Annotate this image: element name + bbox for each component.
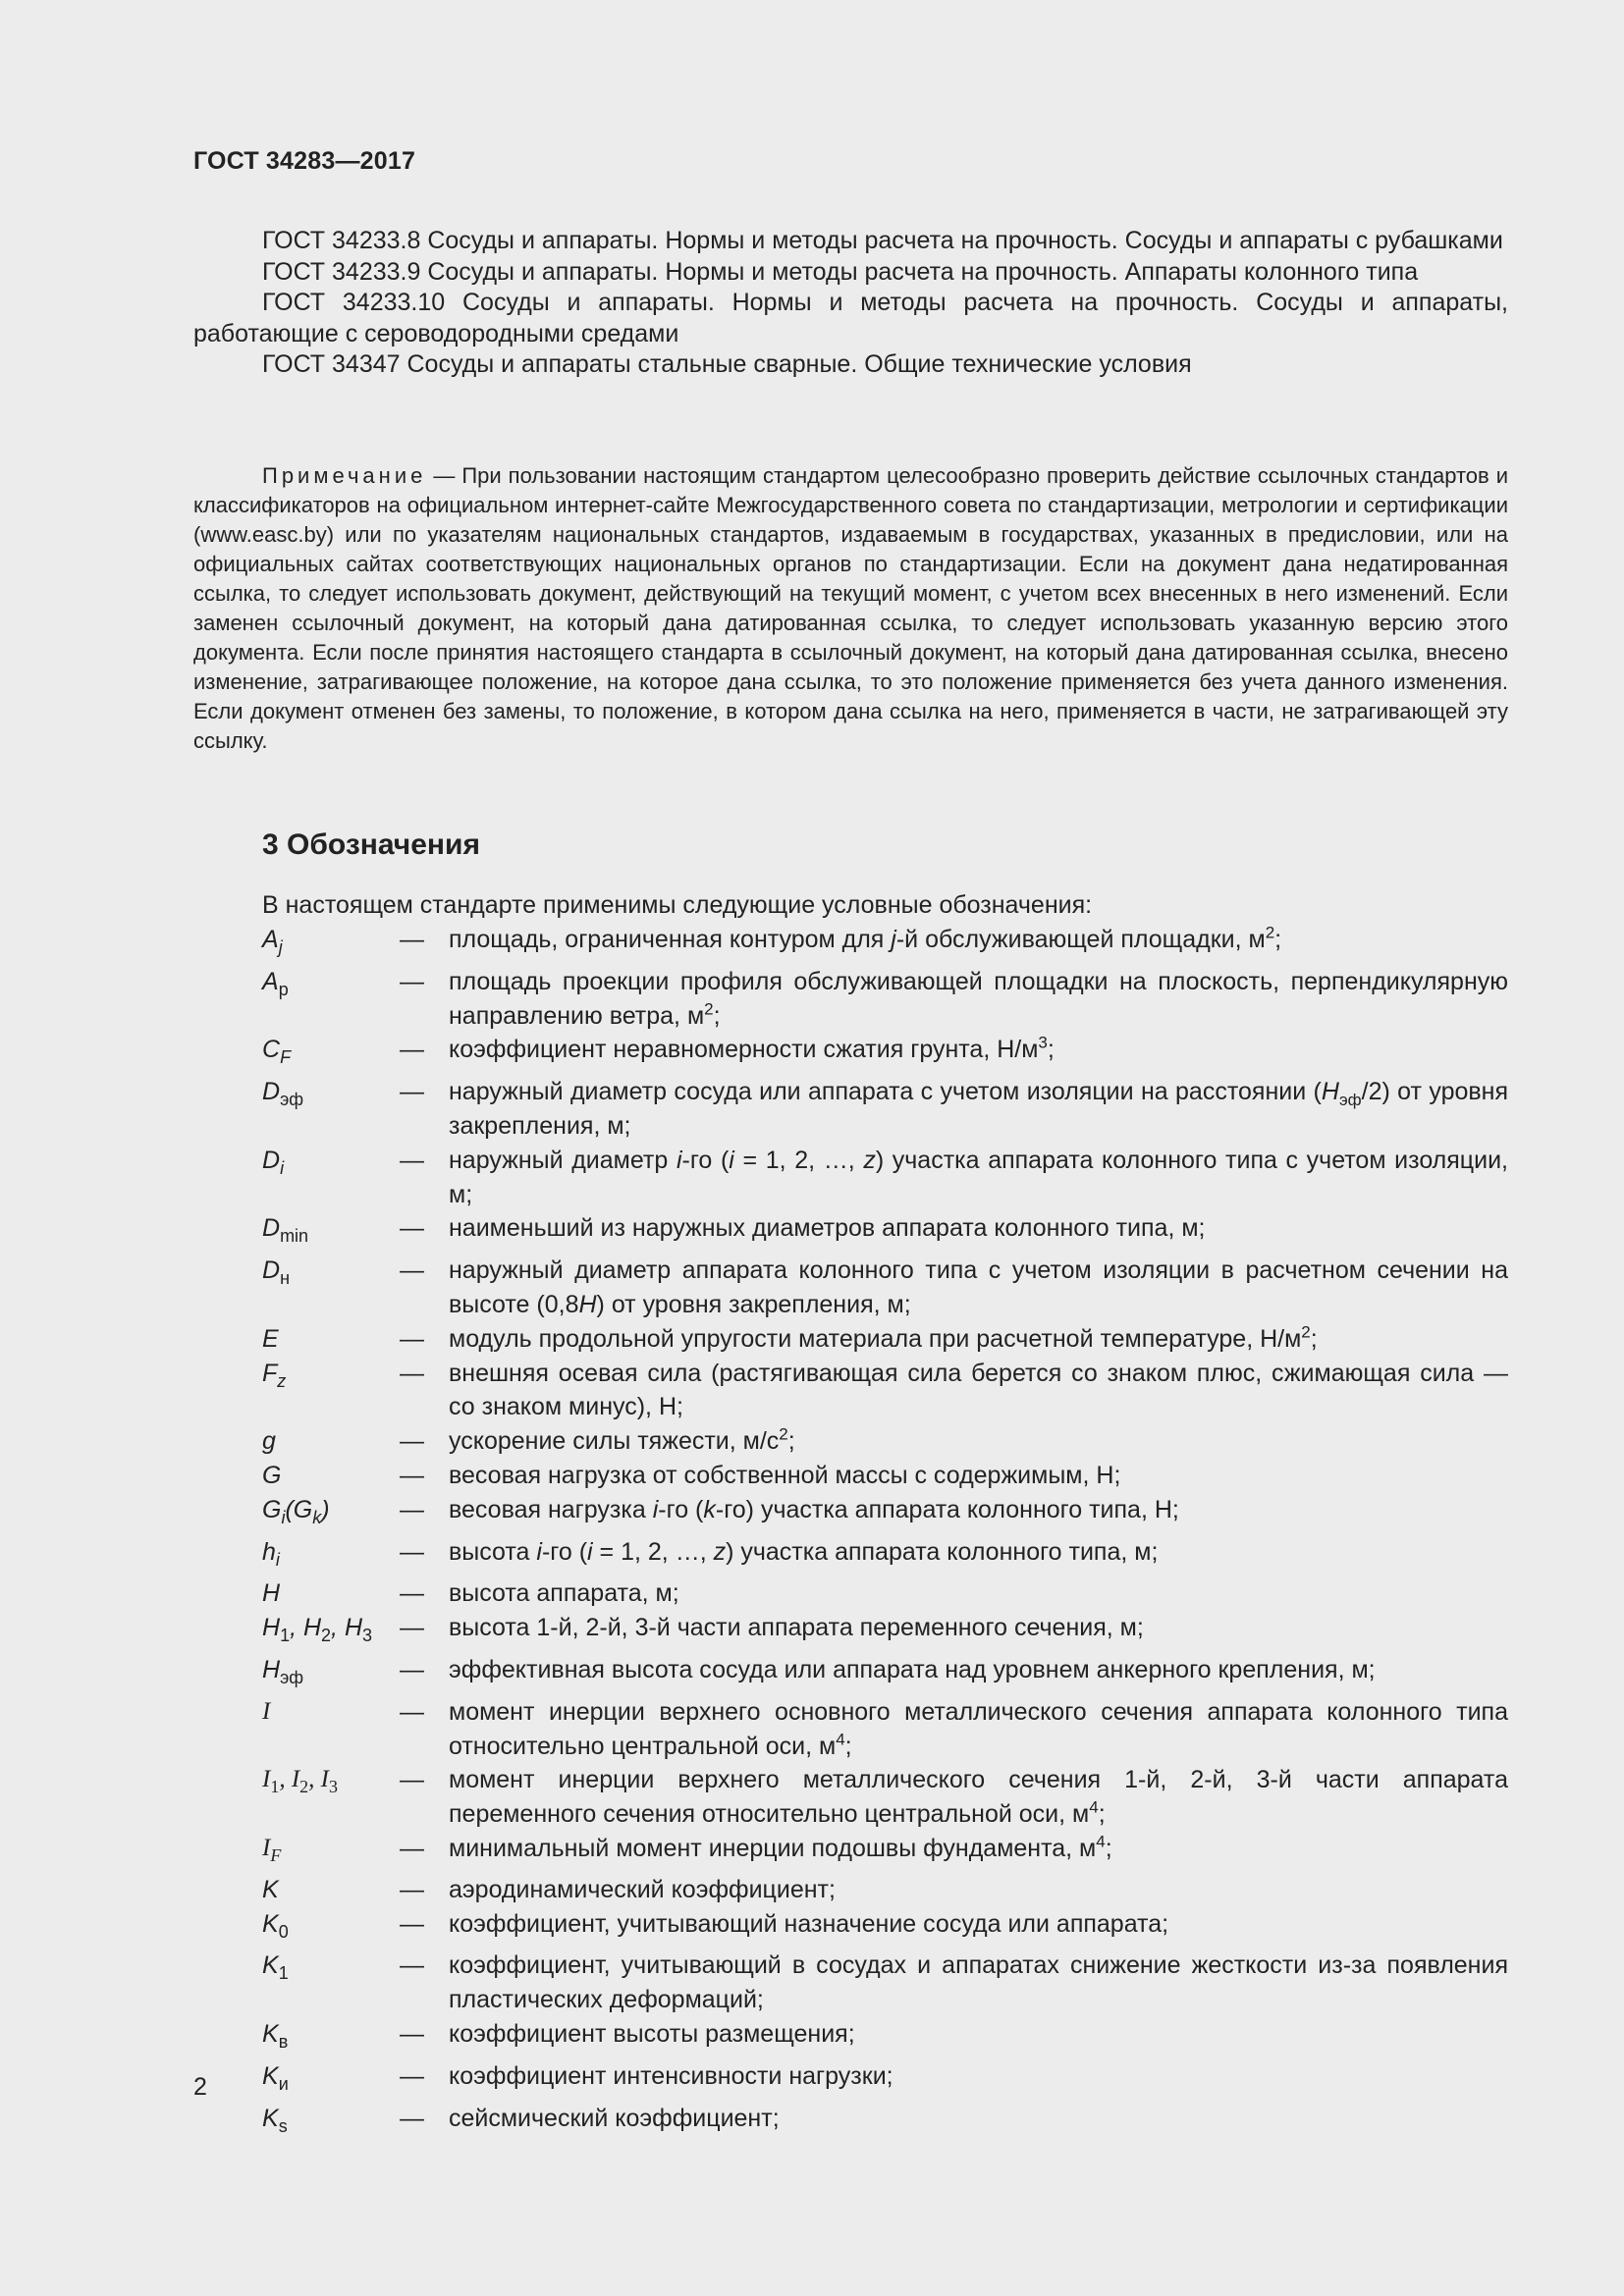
symbol-row (262, 1832, 1508, 1873)
symbol-dash: — (400, 2061, 424, 2090)
symbol-dash: — (400, 1427, 424, 1456)
symbol-description: коэффициент, учитывающий в сосудах и аппаратах снижение жесткости из-за появления пластических деформаций; (449, 1951, 1508, 2014)
symbol: $A_j$ (262, 926, 283, 957)
symbol-description: наружный диаметр аппарата колонного типа с учетом изоляции в расчетном сечении на высоте (0,8H) от уровня закрепления, м; (449, 1256, 1508, 1318)
symbol-dash: — (400, 1256, 424, 1285)
reference-item: ГОСТ 34233.10 Сосуды и аппараты. Нормы и методы расчета на прочность. Сосуды и аппараты, работающие с сероводородными средами (193, 289, 1508, 347)
symbol-description: момент инерции верхнего металлического сечения 1-й, 2-й, 3-й части аппарата переменного сечения относительно центральной оси, $м^4$; (449, 1766, 1508, 1829)
symbol: $D_i$ (262, 1146, 285, 1178)
symbol-description: коэффициент интенсивности нагрузки; (449, 2061, 893, 2090)
section-intro: В настоящем стандарте применимы следующие условные обозначения: (262, 891, 1093, 919)
symbol-row (262, 1873, 1508, 1907)
symbol-description: высота i-го (i = 1, 2, …, z) участка аппарата колонного типа, м; (449, 1537, 1159, 1566)
symbol: $K_в$ (262, 2019, 289, 2052)
section-title: 3 Обозначения (262, 828, 480, 861)
symbol-description: высота аппарата, м; (449, 1579, 679, 1608)
note-label: Примечание (262, 463, 427, 488)
symbol-dash: — (400, 1537, 424, 1566)
symbol-dash: — (400, 1909, 424, 1938)
symbol-row (262, 1459, 1508, 1493)
symbol-dash: — (400, 1461, 424, 1489)
symbol: $K_0$ (262, 1909, 289, 1942)
symbol-dash: — (400, 967, 424, 995)
symbol-dash: — (400, 1655, 424, 1683)
symbol-row (262, 1653, 1508, 1695)
document-header: ГОСТ 34283—2017 (193, 147, 416, 175)
symbol-description: ускорение силы тяжести, $м/с^2$; (449, 1424, 795, 1456)
symbol-row (262, 1535, 1508, 1577)
symbol: E (262, 1324, 279, 1353)
symbol-dash: — (400, 1697, 424, 1726)
symbol-description: коэффициент высоты размещения; (449, 2019, 855, 2048)
symbol-description: наружный диаметр сосуда или аппарата с учетом изоляции на расстоянии $(H_{эф}/2)$ от уровня закрепления, м; (449, 1078, 1509, 1140)
symbol: I (262, 1697, 271, 1725)
symbol-row (262, 1075, 1508, 1144)
reference-item: ГОСТ 34233.8 Сосуды и аппараты. Нормы и методы расчета на прочность. Сосуды и аппараты с рубашками (262, 227, 1503, 254)
symbol-description: площадь, ограниченная контуром для j-й обслуживающей площадки, $м^2$; (449, 923, 1282, 953)
symbol-row (262, 2017, 1508, 2059)
symbol: $K_1$ (262, 1951, 289, 1984)
symbol: g (262, 1427, 276, 1456)
symbol-row (262, 1695, 1508, 1764)
symbol-dash: — (400, 1834, 424, 1862)
symbol-dash: — (400, 1766, 424, 1794)
symbol-row (262, 1424, 1508, 1459)
symbol-description: весовая нагрузка от собственной массы с содержимым, Н; (449, 1461, 1121, 1489)
symbol: $D_н$ (262, 1256, 291, 1289)
symbol-description: сейсмический коэффициент; (449, 2104, 780, 2132)
symbol: $A_p$ (262, 967, 289, 999)
symbol: $I_1$, $I_2$, $I_3$ (262, 1766, 338, 1797)
symbol: H (262, 1579, 281, 1608)
symbol-row (262, 1033, 1508, 1075)
symbol-row (262, 1144, 1508, 1212)
symbol-dash: — (400, 1951, 424, 1980)
symbol-description: коэффициент неравномерности сжатия грунта, $Н/м^3$; (449, 1034, 1055, 1064)
symbol: $K_и$ (262, 2061, 289, 2094)
symbols-list (262, 923, 1508, 2143)
symbol-dash: — (400, 2019, 424, 2048)
symbol-dash: — (400, 1078, 424, 1106)
symbol-row (262, 1576, 1508, 1611)
symbol: $h_i$ (262, 1537, 280, 1570)
symbol: G (262, 1461, 282, 1489)
symbol: $D_{эф}$ (262, 1078, 304, 1110)
symbol-description: наружный диаметр i-го (i = 1, 2, …, z) участка аппарата колонного типа с учетом изоляции, м; (449, 1146, 1508, 1208)
symbol: $K_s$ (262, 2104, 288, 2136)
symbol-description: внешняя осевая сила (растягивающая сила берется со знаком плюс, сжимающая сила — со знаком минус), Н; (449, 1359, 1508, 1421)
symbol-dash: — (400, 1214, 424, 1243)
symbol: $D_{min}$ (262, 1214, 309, 1247)
symbol-row (262, 923, 1508, 965)
page-number: 2 (193, 2073, 207, 2101)
symbol-description: коэффициент, учитывающий назначение сосуда или аппарата; (449, 1909, 1169, 1938)
symbol: $H_1$, $H_2$, $H_3$ (262, 1614, 373, 1646)
symbol-description: весовая нагрузка i-го (k-го) участка аппарата колонного типа, Н; (449, 1495, 1179, 1523)
symbol: $F_z$ (262, 1359, 287, 1391)
symbol-dash: — (400, 1146, 424, 1174)
symbol-row (262, 1357, 1508, 1425)
symbol-dash: — (400, 1875, 424, 1903)
symbol-row (262, 1763, 1508, 1832)
symbol-description: эффективная высота сосуда или аппарата над уровнем анкерного крепления, м; (449, 1655, 1376, 1683)
symbol: K (262, 1875, 279, 1903)
symbol-row (262, 965, 1508, 1034)
symbol-dash: — (400, 926, 424, 953)
symbol-description: момент инерции верхнего основного металлического сечения аппарата колонного типа относительно центральной оси, $м^4$; (449, 1697, 1508, 1760)
symbol-description: аэродинамический коэффициент; (449, 1875, 836, 1903)
symbol-dash: — (400, 1614, 424, 1642)
reference-item: ГОСТ 34233.9 Сосуды и аппараты. Нормы и методы расчета на прочность. Аппараты колонного типа (262, 257, 1419, 286)
symbol-row (262, 1493, 1508, 1535)
symbol-dash: — (400, 1579, 424, 1608)
symbol-row (262, 1949, 1508, 2017)
symbol-row (262, 1907, 1508, 1949)
symbol-row (262, 1611, 1508, 1653)
symbol-dash: — (400, 1359, 424, 1387)
symbol: $G_i(G_k)$ (262, 1495, 330, 1527)
symbol-row (262, 2102, 1508, 2144)
symbol: $C_F$ (262, 1036, 292, 1068)
symbol-dash: — (400, 2104, 424, 2132)
symbol-description: площадь проекции профиля обслуживающей площадки на плоскость, перпендикулярную направлению ветра, $м^2$; (449, 967, 1508, 1030)
symbol-row (262, 2059, 1508, 2102)
symbol-dash: — (400, 1324, 424, 1353)
symbol-dash: — (400, 1495, 424, 1523)
symbol: $I_F$ (262, 1834, 282, 1865)
symbol: $H_{эф}$ (262, 1655, 304, 1687)
references-list (193, 226, 1508, 381)
symbol-row (262, 1254, 1508, 1322)
symbol-description: модуль продольной упругости материала при расчетной температуре, $Н/м^2$; (449, 1322, 1318, 1353)
symbol-description: минимальный момент инерции подошвы фундамента, $м^4$; (449, 1832, 1112, 1862)
note-text: — При пользовании настоящим стандартом целесообразно проверить действие ссылочных стандартов и классификаторов на официальном интернет-сайте Межгосударственного совета по стандартизации, метрологии и сертификации (www.easc.by) или по указателям национальных стандартов, издаваемым в государствах, указанных в предисловии, или на официальных сайтах соответствующих национальных органов по стандартизации. Если на документ дана недатированная ссылка, то следует использовать документ, действующий на текущий момент, с учетом всех внесенных в него изменений. Если заменен ссылочный документ, на который дана датированная ссылка, то следует использовать указанную версию этого документа. Если после принятия настоящего стандарта в ссылочный документ, на который дана датированная ссылка, внесено изменение, затрагивающее положение, на которое дана ссылка, то это положение применяется без учета данного изменения. Если документ отменен без замены, то положение, в котором дана ссылка на него, применяется в части, не затрагивающей эту ссылку. (193, 463, 1508, 753)
note-paragraph (193, 461, 1508, 756)
symbol-description: наименьший из наружных диаметров аппарата колонного типа, м; (449, 1214, 1206, 1243)
symbol-dash: — (400, 1036, 424, 1064)
symbol-row (262, 1322, 1508, 1357)
symbol-description: высота 1-й, 2-й, 3-й части аппарата переменного сечения, м; (449, 1614, 1144, 1642)
reference-item: ГОСТ 34347 Сосуды и аппараты стальные сварные. Общие технические условия (262, 350, 1192, 378)
symbol-row (262, 1211, 1508, 1254)
